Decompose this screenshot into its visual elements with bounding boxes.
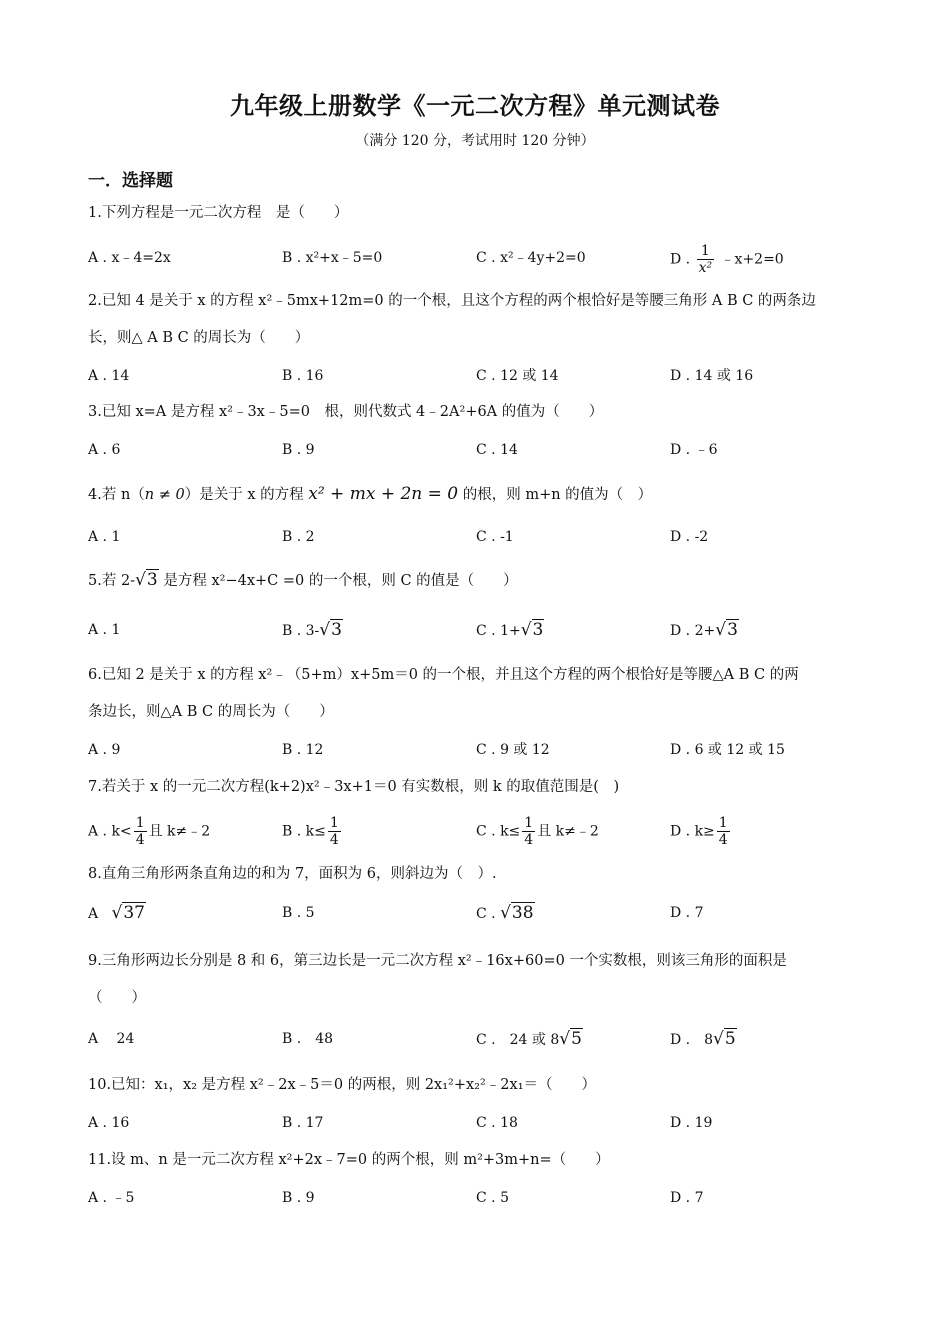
option-c-tail: 且 k≠﹣2 (537, 823, 599, 840)
question-5-part-a: 5.若 2- (88, 573, 136, 589)
question-7: 7.若关于 x 的一元二次方程(k+2)x²﹣3x+1＝0 有实数根，则 k 的取值范围是( ) (88, 779, 620, 795)
option-d (670, 615, 739, 646)
option-b-label: B . 3- (282, 623, 320, 639)
option-d (670, 815, 732, 848)
option-d-label: D . (670, 251, 691, 268)
question-4-condition: n ≠ 0 (144, 487, 185, 503)
question-8-options (88, 898, 868, 928)
radicand: 5 (571, 1029, 582, 1049)
option-c: C . 5 (476, 1190, 509, 1206)
question-4-part-c: 的根，则 m+n 的值为（ ） (462, 487, 653, 503)
radicand: 3 (532, 620, 544, 640)
fraction-denominator: 4 (135, 832, 145, 848)
question-5-part-b: 是方程 x²−4x+C =0 的一个根，则 C 的值是（ ） (163, 573, 518, 589)
option-b: B . 17 (282, 1115, 324, 1131)
option-b-label: B . k≤ (282, 823, 326, 840)
option-d: D . -2 (670, 529, 709, 545)
option-b (282, 615, 343, 646)
sqrt-expression: √3 (319, 620, 342, 640)
option-b: B . 2 (282, 529, 315, 545)
question-2-line-1: 2.已知 4 是关于 x 的方程 x²﹣5mx+12m=0 的一个根，且这个方程的两个根恰好是等腰三角形 A B C 的两条边 (88, 293, 816, 309)
option-d (670, 1024, 737, 1055)
question-4-equation: x² + mx + 2n = 0 (308, 484, 459, 504)
option-c: C . 12 或 14 (476, 368, 559, 384)
section-heading: 一．选择题 (88, 171, 173, 191)
option-a: A 24 (88, 1031, 135, 1047)
option-d (670, 243, 784, 276)
fraction (697, 243, 715, 276)
sqrt-expression: √5 (713, 1029, 736, 1049)
question-9-line-1: 9.三角形两边长分别是 8 和 6，第三边长是一元二次方程 x²﹣16x+60=0 一个实数根，则该三角形的面积是 (88, 953, 787, 969)
option-a-tail: 且 k≠﹣2 (148, 823, 211, 840)
question-4-options (88, 522, 868, 552)
fraction-denominator: 4 (329, 832, 339, 848)
radicand: 3 (146, 570, 158, 590)
fraction (522, 815, 535, 848)
question-9-options (88, 1024, 868, 1054)
option-d: D . 7 (670, 905, 704, 921)
option-c: C . x²﹣4y+2=0 (476, 250, 586, 266)
fraction-denominator: x² (698, 260, 713, 276)
option-a (88, 815, 210, 848)
radicand: 38 (511, 903, 534, 923)
option-a (88, 898, 146, 929)
sqrt-expression: √3 (520, 620, 544, 640)
option-d: D . ﹣6 (670, 442, 718, 458)
sqrt-expression: √5 (559, 1029, 582, 1049)
question-10: 10.已知：x₁，x₂ 是方程 x²﹣2x﹣5＝0 的两根，则 2x₁²+x₂²﹣2x₁＝（ ） (88, 1077, 597, 1093)
fraction (717, 815, 730, 848)
fraction (328, 815, 341, 848)
option-c: C . 18 (476, 1115, 518, 1131)
question-3: 3.已知 x=A 是方程 x²﹣3x﹣5=0 根，则代数式 4﹣2A²+6A 的值为（ ） (88, 404, 604, 420)
sqrt-expression: √3 (715, 620, 738, 640)
option-a: A . 9 (88, 742, 121, 758)
question-8: 8.直角三角形两条直角边的和为 7，面积为 6，则斜边为（ ）. (88, 866, 497, 882)
question-3-options (88, 435, 868, 465)
option-a: A . 1 (88, 622, 121, 638)
question-10-options (88, 1108, 868, 1138)
page-title: 九年级上册数学《一元二次方程》单元测试卷 (230, 92, 720, 120)
fraction-numerator: 1 (135, 815, 145, 831)
question-4-part-a: 4.若 n（ (88, 487, 145, 503)
radicand: 3 (331, 620, 342, 640)
option-a: A . x﹣4=2x (88, 250, 171, 266)
option-a: A . 14 (88, 368, 130, 384)
option-c-label: C . k≤ (476, 823, 521, 840)
radicand: 37 (123, 903, 145, 923)
radicand: 5 (724, 1029, 736, 1049)
option-a-label: A . k< (88, 823, 132, 840)
option-a-label: A (88, 906, 99, 922)
option-c: C . 9 或 12 (476, 742, 550, 758)
option-c-label: C . 1+ (476, 623, 521, 639)
fraction-denominator: 4 (718, 832, 728, 848)
question-11: 11.设 m、n 是一元二次方程 x²+2x﹣7=0 的两个根，则 m²+3m+n=（ ） (88, 1152, 610, 1168)
option-d-label: D . k≥ (670, 823, 715, 840)
question-6-options (88, 735, 868, 765)
sqrt-expression: √38 (500, 903, 534, 923)
option-d-tail: ﹣x+2=0 (720, 251, 784, 268)
option-b: B . 16 (282, 368, 324, 384)
option-b: B . 48 (282, 1031, 334, 1047)
question-6-line-2: 条边长，则△A B C 的周长为（ ） (88, 704, 334, 720)
option-a: A . 1 (88, 529, 121, 545)
fraction-numerator: 1 (718, 815, 728, 831)
option-b (282, 815, 343, 848)
option-b: B . 9 (282, 442, 315, 458)
question-6-line-1: 6.已知 2 是关于 x 的方程 x²﹣（5+m）x+5m＝0 的一个根，并且这个方程的两个根恰好是等腰△A B C 的两 (88, 667, 799, 683)
fraction-numerator: 1 (524, 815, 534, 831)
question-2-line-2: 长，则△ A B C 的周长为（ ） (88, 330, 310, 346)
option-c: C . -1 (476, 529, 514, 545)
radicand: 3 (727, 620, 738, 640)
question-1-options (88, 243, 868, 276)
page-subtitle: （满分 120 分，考试用时 120 分钟） (355, 133, 595, 149)
option-b: B . x²+x﹣5=0 (282, 250, 383, 266)
option-c-label: C . (476, 906, 496, 922)
question-4 (88, 476, 868, 514)
question-7-options (88, 815, 868, 851)
question-9-line-2: （ ） (88, 990, 146, 1006)
fraction-numerator: 1 (697, 243, 715, 260)
option-b: B . 12 (282, 742, 324, 758)
question-11-options (88, 1183, 868, 1213)
fraction-numerator: 1 (329, 815, 339, 831)
option-d: D . 7 (670, 1190, 704, 1206)
fraction-denominator: 4 (524, 832, 534, 848)
option-d: D . 14 或 16 (670, 368, 754, 384)
option-c-label: C . 24 或 8 (476, 1032, 560, 1048)
option-a: A . 6 (88, 442, 121, 458)
option-b: B . 5 (282, 905, 315, 921)
question-2-options (88, 361, 868, 391)
option-c (476, 815, 599, 848)
option-c (476, 615, 544, 646)
option-d: D . 19 (670, 1115, 713, 1131)
sqrt-expression: √37 (111, 903, 145, 923)
fraction (134, 815, 147, 848)
option-c (476, 1024, 583, 1055)
option-c (476, 898, 535, 929)
option-d-label: D . 8 (670, 1032, 714, 1048)
sqrt-expression: √3 (135, 570, 158, 590)
option-d: D . 6 或 12 或 15 (670, 742, 785, 758)
option-a: A . 16 (88, 1115, 130, 1131)
option-c: C . 14 (476, 442, 518, 458)
option-d-label: D . 2+ (670, 623, 716, 639)
question-4-part-b: ）是关于 x 的方程 (184, 487, 304, 503)
question-1: 1.下列方程是一元二次方程 是（ ） (88, 205, 349, 221)
question-5 (88, 562, 868, 600)
question-5-options (88, 615, 868, 645)
option-a: A . ﹣5 (88, 1190, 135, 1206)
option-b: B . 9 (282, 1190, 315, 1206)
